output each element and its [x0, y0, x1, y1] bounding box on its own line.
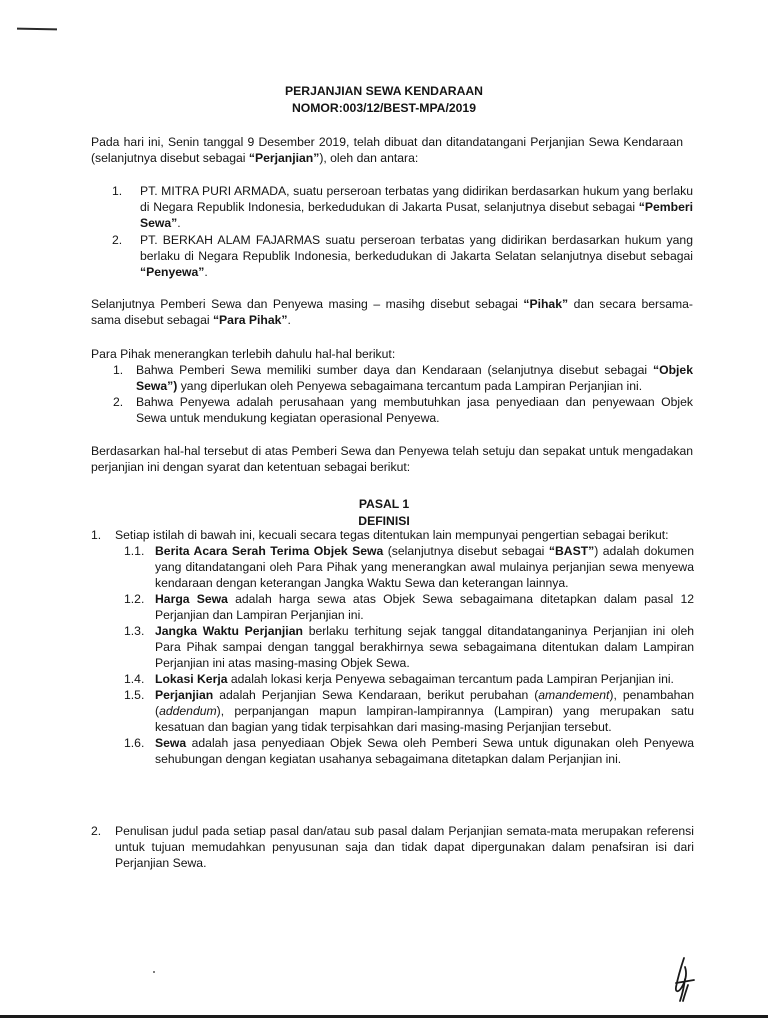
party-list [112, 183, 693, 280]
definitions-lead: Setiap istilah di bawah ini, kecuali secara tegas ditentukan lain mempunyai pengertian sebagai berikut: [115, 528, 669, 542]
section-title: DEFINISI [358, 514, 410, 528]
definition-item: 1.4. Lokasi Kerja adalah lokasi kerja Penyewa sebagaiman tercantum pada Lampiran Perjanjian ini. [124, 672, 674, 686]
definition-item: 1.5. Perjanjian adalah Perjanjian Sewa Kendaraan, berikut perubahan (amandement), penambahan (addendum), perpanjangan mapun lampiran-lampirannya (Lampiran) yang merupakan satu kesatuan dan bagian yang tidak terpisahkan dari masing-masing Perjanjian tersebut. [124, 688, 694, 734]
definition-item: 1.6. Sewa adalah jasa penyediaan Objek Sewa oleh Pemberi Sewa untuk digunakan oleh Penyewa sehubungan dengan kegiatan usahanya sebagaimana ditetapkan dalam Perjanjian ini. [124, 736, 694, 766]
definitions-list [91, 527, 695, 767]
document-title: PERJANJIAN SEWA KENDARAAN [285, 84, 483, 98]
recital-list [113, 362, 693, 426]
section-number: PASAL 1 [358, 497, 410, 511]
document-number: NOMOR:003/12/BEST-MPA/2019 [291, 101, 476, 115]
section-heading [0, 496, 768, 530]
scan-mark [17, 28, 57, 31]
list-item: 1. Setiap istilah di bawah ini, kecuali secara tegas ditentukan lain mempunyai pengertian sebagai berikut: 1.1. Berita Acara Serah Terima Objek Sewa (selanjutnya disebut sebagai “BAST”) adalah dokumen yang ditandatangani oleh Para Pihak yang menerangkan awal mulainya perjanjian sewa menyewa kendaraan dengan keterangan Jangka Waktu Sewa dan keterangan lainnya. 1.2. Harga Sewa adalah harga sewa atas Objek Sewa sebagaimana ditetapkan dalam pasal 12 Perjanjian dan Lampiran Perjanjian ini. 1.3. Jangka Waktu Perjanjian berlaku terhitung sejak tanggal ditandatanganinya Perjanjian ini oleh Para Pihak sampai dengan tanggal berakhirnya sewa sebagaimana ditentukan dalam Lampiran Perjanjian ini atas masing-masing Objek Sewa. 1.4. Lokasi Kerja adalah lokasi kerja Penyewa sebagaiman tercantum pada Lampiran Perjanjian ini. 1.5. Perjanjian adalah Perjanjian Sewa Kendaraan, berikut perubahan (amandement), penambahan (addendum), perpanjangan mapun lampiran-lampirannya (Lampiran) yang merupakan satu kesatuan dan bagian yang tidak terpisahkan dari masing-masing Perjanjian tersebut. 1.6. Sewa adalah jasa penyediaan Objek Sewa oleh Pemberi Sewa untuk digunakan oleh Penyewa sehubungan dengan kegiatan usahanya sebagaimana ditetapkan dalam Perjanjian ini. [91, 528, 695, 766]
scan-speck [153, 971, 155, 973]
definition-item: 1.3. Jangka Waktu Perjanjian berlaku terhitung sejak tanggal ditandatanganinya Perjanjian ini oleh Para Pihak sampai dengan tanggal berakhirnya sewa sebagaimana ditentukan dalam Lampiran Perjanjian ini atas masing-masing Objek Sewa. [124, 624, 695, 670]
list-item: 1. Bahwa Pemberi Sewa memiliki sumber daya dan Kendaraan (selanjutnya disebut sebagai “Objek Sewa”) yang diperlukan oleh Penyewa sebagaimana tercantum pada Lampiran Perjanjian ini. [113, 363, 693, 393]
list-item: 2. PT. BERKAH ALAM FAJARMAS suatu perseroan terbatas yang didirikan berdasarkan hukum yang berlaku di Negara Republik Indonesia, berkedudukan di Jakarta Selatan selanjutnya disebut sebagai “Penyewa”. [112, 233, 693, 279]
list-item: 2. Bahwa Penyewa adalah perusahaan yang membutuhkan jasa penyediaan dan penyewaan Objek Sewa untuk mendukung kegiatan operasional Penyewa. [113, 395, 693, 425]
agreement-paragraph: Berdasarkan hal-hal tersebut di atas Pemberi Sewa dan Penyewa telah setuju dan sepakat untuk mengadakan perjanjian ini dengan syarat dan ketentuan sebagai berikut: [91, 444, 693, 474]
parties-paragraph: Selanjutnya Pemberi Sewa dan Penyewa masing – masihg disebut sebagai “Pihak” dan secara bersama-sama disebut sebagai “Para Pihak”. [91, 297, 693, 327]
recitals-lead: Para Pihak menerangkan terlebih dahulu hal-hal berikut: [91, 347, 396, 361]
handwritten-initial [670, 955, 698, 1003]
intro-paragraph: Pada hari ini, Senin tanggal 9 Desember 2019, telah dibuat dan ditandatangani Perjanjian Sewa Kendaraan (selanjutnya disebut sebagai “Perjanjian”), oleh dan antara: [91, 135, 683, 165]
list-item: 1. PT. MITRA PURI ARMADA, suatu perseroan terbatas yang didirikan berdasarkan hukum yang berlaku di Negara Republik Indonesia, berkedudukan di Jakarta Pusat, selanjutnya disebut sebagai “Pemberi Sewa”. [112, 184, 693, 230]
definition-item: 1.2. Harga Sewa adalah harga sewa atas Objek Sewa sebagaimana ditetapkan dalam pasal 12 Perjanjian dan Lampiran Perjanjian ini. [124, 592, 694, 622]
list-item: 2. Penulisan judul pada setiap pasal dan/atau sub pasal dalam Perjanjian semata-mata merupakan referensi untuk tujuan memudahkan penyusunan saja dan tidak dapat dipergunakan dalam penafsiran isi dari Perjanjian Sewa. [91, 824, 694, 870]
headings-note-list [91, 823, 694, 871]
document-header [0, 83, 768, 117]
definition-items [115, 543, 694, 767]
page-bottom-edge [0, 1015, 768, 1018]
definition-item: 1.1. Berita Acara Serah Terima Objek Sewa (selanjutnya disebut sebagai “BAST”) adalah dokumen yang ditandatangani oleh Para Pihak yang menerangkan awal mulainya perjanjian sewa menyewa kendaraan dengan keterangan Jangka Waktu Sewa dan keterangan lainnya. [124, 544, 694, 590]
